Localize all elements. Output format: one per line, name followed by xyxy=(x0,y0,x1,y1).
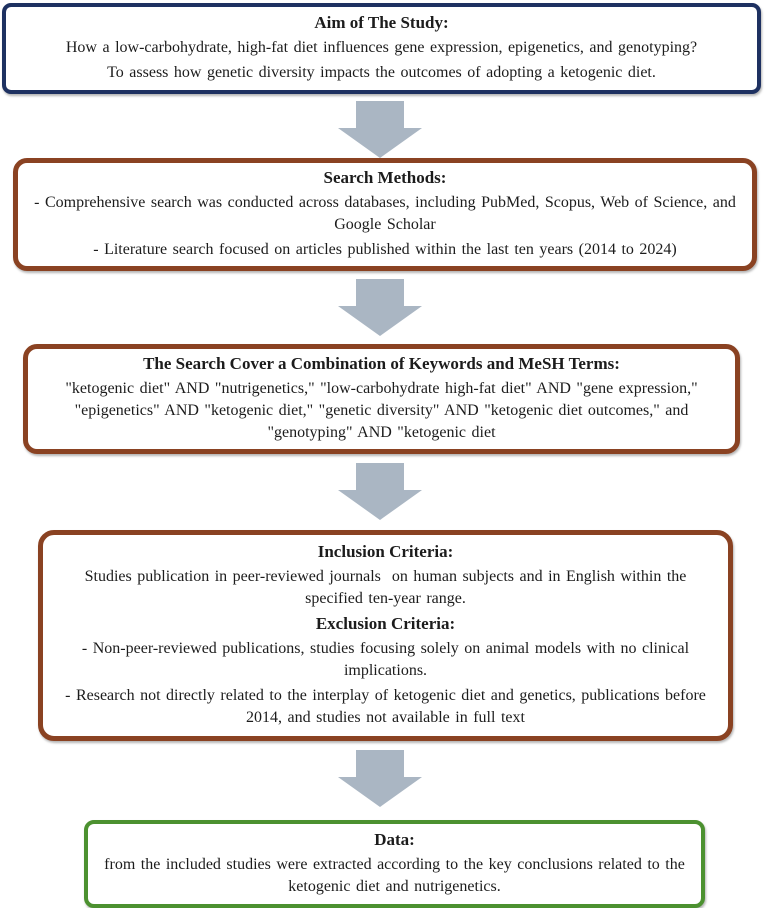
arrow-stem xyxy=(356,750,404,777)
search-methods-box xyxy=(13,158,757,271)
arrow-stem xyxy=(356,279,404,306)
keywords-paragraph: "ketogenic diet" AND "nutrigenetics," "low-carbohydrate high-fat diet" AND "gene expression," "epigenetics" AND "ketogenic diet," "genetic diversity" AND "ketogenic diet outcomes," and "genotyping" AND "ketogenic diet xyxy=(65,380,704,441)
flow-arrow-down-3 xyxy=(338,463,422,520)
keywords-title: The Search Cover a Combination of Keywords and MeSH Terms: xyxy=(143,354,620,373)
exclusion-criteria-paragraph-2: - Research not directly related to the interplay of ketogenic diet and genetics, publications before 2014, and studies not available in full text xyxy=(65,687,712,726)
aim-title: Aim of The Study: xyxy=(314,13,449,32)
arrow-head xyxy=(338,777,422,807)
exclusion-criteria-paragraph-1: - Non-peer-reviewed publications, studies focusing solely on animal models with no clinical implications. xyxy=(81,640,695,679)
data-title: Data: xyxy=(374,830,415,849)
aim-paragraph-2: To assess how genetic diversity impacts the outcomes of adopting a ketogenic diet. xyxy=(107,64,656,81)
aim-of-study-box xyxy=(2,3,761,94)
flow-arrow-down-4 xyxy=(338,750,422,807)
aim-paragraph-1: How a low-carbohydrate, high-fat diet influences gene expression, epigenetics, and genotyping? xyxy=(65,39,698,56)
exclusion-criteria-title: Exclusion Criteria: xyxy=(315,614,456,633)
data-paragraph: from the included studies were extracted according to the key conclusions related to the ketogenic diet and nutrigenetics. xyxy=(104,856,691,895)
study-flowchart xyxy=(0,3,767,908)
arrow-stem xyxy=(356,463,404,490)
search-methods-paragraph-2: - Literature search focused on articles published within the last ten years (2014 to 2024) xyxy=(93,241,677,258)
arrow-stem xyxy=(356,101,404,128)
search-methods-paragraph-1: - Comprehensive search was conducted across databases, including PubMed, Scopus, Web of Science, and Google Scholar xyxy=(34,194,742,233)
data-box xyxy=(84,820,705,908)
flow-arrow-down-1 xyxy=(338,101,422,158)
arrow-head xyxy=(338,490,422,520)
criteria-box xyxy=(38,530,733,741)
arrow-head xyxy=(338,306,422,336)
keywords-mesh-terms-box xyxy=(23,344,740,454)
search-methods-title: Search Methods: xyxy=(323,168,447,187)
arrow-head xyxy=(338,128,422,158)
inclusion-criteria-paragraph: Studies publication in peer-reviewed journals on human subjects and in English within the specified ten-year range. xyxy=(84,568,692,607)
inclusion-criteria-title: Inclusion Criteria: xyxy=(317,542,454,561)
flow-arrow-down-2 xyxy=(338,279,422,336)
